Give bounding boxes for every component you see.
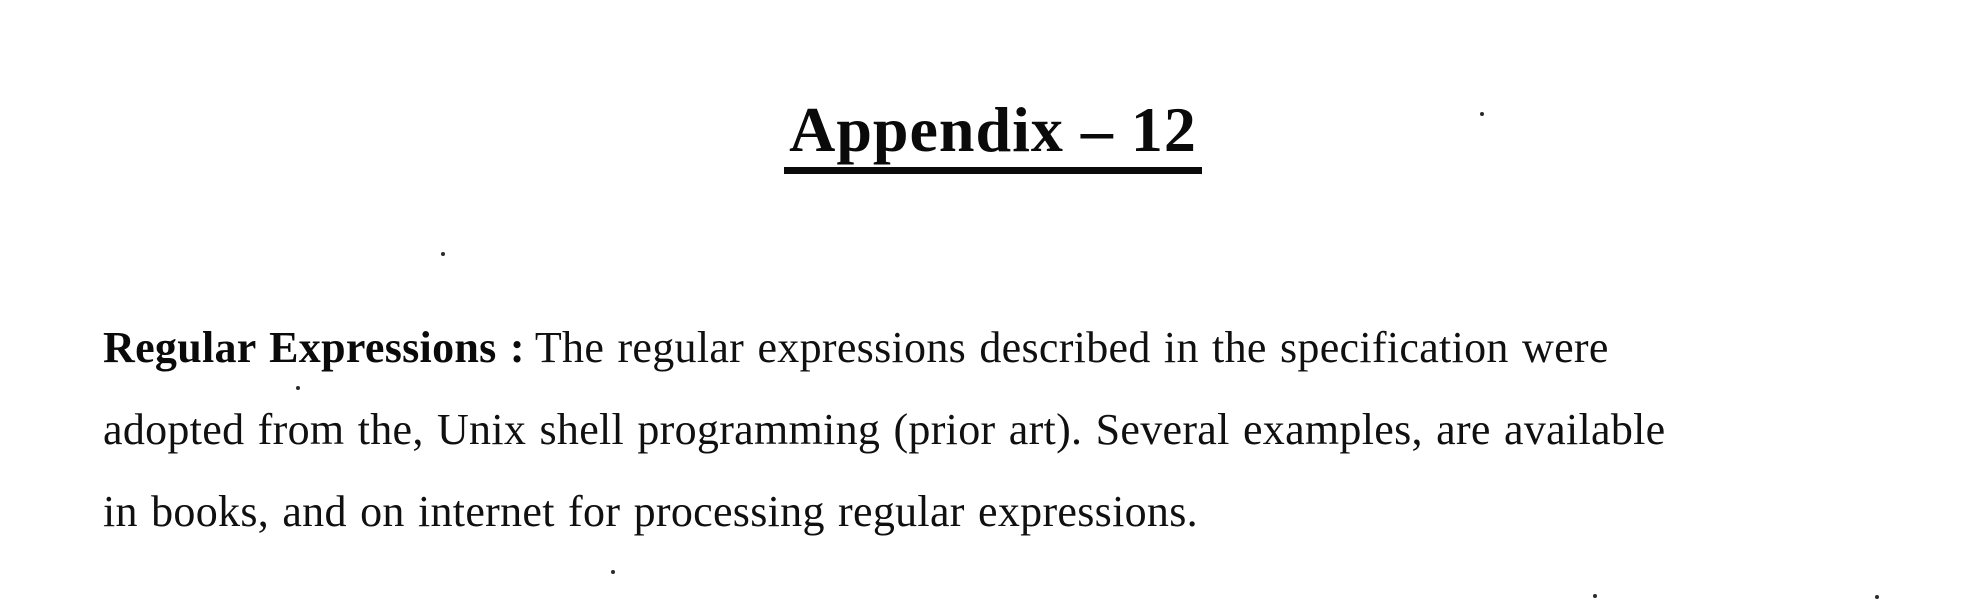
heading-container — [0, 94, 1968, 174]
scan-speck — [1593, 594, 1597, 598]
paragraph-line — [103, 307, 1948, 389]
scan-speck — [1480, 112, 1484, 116]
paragraph-line: adopted from the, Unix shell programming (prior art). Several examples, are available — [103, 405, 1666, 454]
scan-speck — [441, 252, 445, 256]
body-paragraph — [103, 307, 1948, 553]
scan-speck — [296, 386, 300, 390]
paragraph-bold-lead: Regular Expressions : — [103, 323, 525, 372]
page-title: Appendix – 12 — [784, 98, 1202, 174]
scan-speck — [1875, 595, 1879, 599]
scan-speck — [611, 570, 615, 574]
paragraph-line1-text: The regular expressions described in the specification were — [534, 323, 1609, 372]
paragraph-line: in books, and on internet for processing regular expressions. — [103, 487, 1198, 536]
